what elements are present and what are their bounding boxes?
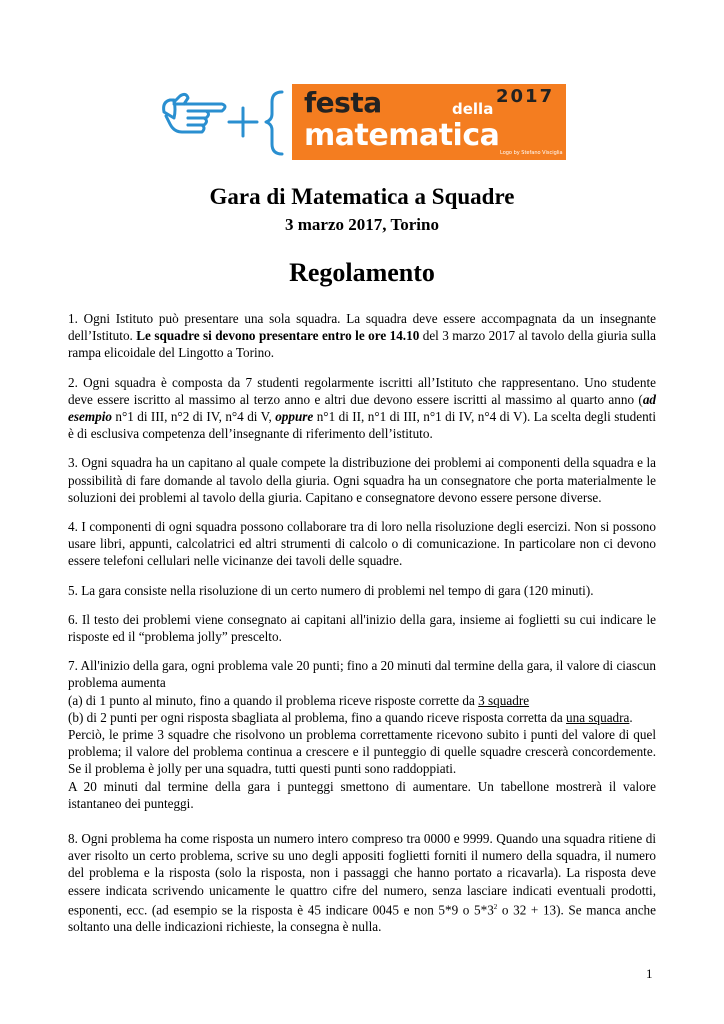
rule-3: 3. Ogni squadra ha un capitano al quale compete la distribuzione dei problemi ai componenti della squadra e la possibilità di fare domande al tavolo della giuria. Ogni squadra ha un consegnatore che porta materialmente le soluzioni dei problemi al tavolo della giuria. Capitano e consegnatore devono essere persone diverse. [68, 455, 656, 505]
rule-1-text-a: 1. Ogni Istituto può presentare una sola squadra. La squadra deve essere accompagnata da un insegnante dell’Istituto. [68, 311, 656, 344]
rule-1 [68, 310, 656, 362]
rule-2-text-e: n°1 di II, n°1 di III, n°1 di IV, n°4 di V). La scelta degli studenti è di esclusiva competenza dell’insegnante di riferimento dell’istituto. [68, 409, 656, 442]
rule-8-text-a: 8. Ogni problema ha come risposta un numero intero compreso tra 0000 e 9999. Quando una squadra ritiene di aver risolto un certo problema, scrive su uno degli appositi foglietti forniti il numero della squadra, il numero del problema e la risposta (solo la risposta, non i passaggi che hanno portato a ricavarla). La risposta deve essere indicata scrivendo unicamente le quattro cifre del numero, senza lasciare indicati eventuali prodotti, esponenti, ecc. (ad esempio se la risposta è 45 indicare 0045 e non 5*9 o 5*3 [68, 831, 656, 918]
rule-7-b-end: . [629, 709, 633, 725]
logo-matematica-text: matematica [304, 118, 500, 153]
rule-7-intro: 7. All'inizio della gara, ogni problema vale 20 punti; fino a 20 minuti dal termine della gara, il valore di ciascun problema aumenta [68, 658, 656, 691]
rules-body [68, 310, 656, 948]
rule-5: 5. La gara consiste nella risoluzione di un certo numero di problemi nel tempo di gara (120 minuti). [68, 582, 594, 598]
logo-credit: Logo by Stefano Visciglia [500, 150, 563, 156]
rule-2-text-a: 2. Ogni squadra è composta da 7 studenti regolarmente iscritti all’Istituto che rappresentano. Uno studente deve essere iscritto al massimo al terzo anno e altri due devono essere iscritti al massimo al quarto anno ( [68, 374, 656, 407]
logo-della-text: della [452, 100, 494, 118]
rule-7-a: (a) di 1 punto al minuto, fino a quando il problema riceve risposte corrette da [68, 692, 479, 708]
rule-8-text-b: o 32 + 13). Se manca anche soltanto una delle indicazioni richieste, la consegna è nulla. [68, 902, 656, 935]
rule-6: 6. Il testo dei problemi viene consegnato ai capitani all'inizio della gara, insieme ai foglietti su cui indicare le risposte ed il “problema jolly” prescelto. [68, 611, 656, 645]
pointing-hand-icon [158, 84, 293, 160]
logo-banner [292, 84, 566, 160]
rule-2-oppure: oppure [275, 409, 314, 425]
rule-7 [68, 657, 656, 812]
rule-2-esempio: ad esempio [68, 391, 656, 425]
page-subtitle: 3 marzo 2017, Torino [285, 215, 439, 234]
rule-7-b: (b) di 2 punti per ogni risposta sbagliata al problema, fino a quando riceve risposta corretta da [68, 709, 567, 725]
logo-year-text: 2017 [496, 86, 555, 107]
rule-7-perc: Perciò, le prime 3 squadre che risolvono un problema correttamente ricevono subito i punti del valore di quel problema; il valore del problema continua a crescere e il punteggio di quelle squadre crescerà concordemente. Se il problema è jolly per una squadra, tutti questi punti sono raddoppiati. [68, 727, 656, 777]
rule-7-a-underline: 3 squadre [478, 692, 530, 708]
rule-1-text-c: del 3 marzo 2017 al tavolo della giuria sulla rampa elicoidale del Lingotto a Torino. [68, 328, 656, 361]
section-heading: Regolamento [289, 258, 435, 287]
rule-2-text-c: n°1 di III, n°2 di IV, n°4 di V, [111, 409, 276, 425]
festa-logo [158, 84, 566, 160]
logo-festa-text: festa [304, 86, 382, 119]
page-number: 1 [646, 966, 653, 981]
page-title: Gara di Matematica a Squadre [209, 184, 515, 209]
rule-1-bold: Le squadre si devono presentare entro le ore 14.10 [136, 328, 420, 344]
rule-2 [68, 374, 656, 443]
rule-7-b-underline: una squadra [566, 709, 630, 725]
rule-8-exponent: 2 [493, 902, 498, 911]
rule-4: 4. I componenti di ogni squadra possono collaborare tra di loro nella risoluzione degli esercizi. Non si possono usare libri, appunti, calcolatrici ed altri strumenti di calcolo o di comunicazione. In particolare non ci devono essere telefoni cellulari nelle vicinanze dei tavoli delle squadre. [68, 519, 656, 569]
rule-8 [68, 830, 656, 936]
rule-7-end: A 20 minuti dal termine della gara i punteggi smettono di aumentare. Un tabellone mostrerà il valore istantaneo dei punteggi. [68, 778, 656, 811]
